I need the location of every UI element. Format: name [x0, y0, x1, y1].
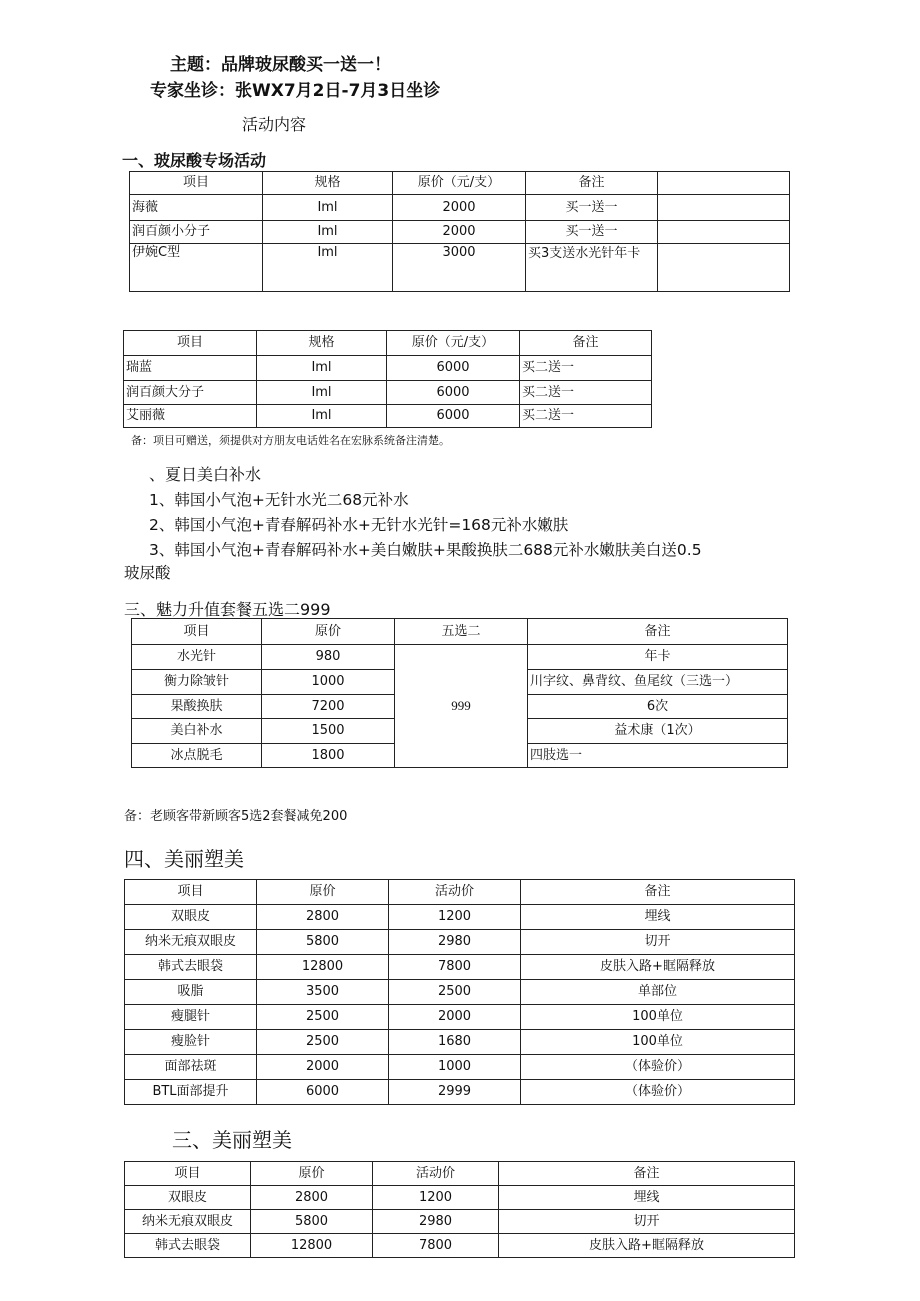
- header-cell: 规格: [257, 331, 387, 356]
- table-cell: 伊婉C型: [130, 244, 263, 292]
- section3-title: 三、魅力升值套餐五选二999: [124, 600, 331, 619]
- table-cell: BTL面部提升: [125, 1080, 257, 1105]
- table-cell: 果酸换肤: [132, 695, 262, 719]
- table-cell: 2500: [389, 980, 521, 1005]
- table-cell: 埋线: [499, 1186, 795, 1210]
- section1-title: 一、玻尿酸专场活动: [122, 151, 267, 170]
- beauty-table: [124, 879, 795, 1105]
- list-item: 2、韩国小气泡+青春解码补水+无针水光针=168元补水嫩肤: [149, 516, 569, 534]
- table-cell: [658, 195, 790, 221]
- beauty-table-2: [124, 1161, 795, 1258]
- list-item: 3、韩国小气泡+青春解码补水+美白嫩肤+果酸换肤二688元补水嫩肤美白送0.5: [149, 541, 702, 559]
- list-item-continuation: 玻尿酸: [124, 564, 171, 582]
- table-cell: 面部祛斑: [125, 1055, 257, 1080]
- header-cell: 原价（元/支）: [393, 172, 526, 195]
- table-cell: 2999: [389, 1080, 521, 1105]
- activity-subtitle: 活动内容: [242, 115, 307, 134]
- table-cell: 1680: [389, 1030, 521, 1055]
- table-cell: 切开: [521, 930, 795, 955]
- table-cell: 100单位: [521, 1030, 795, 1055]
- table-cell: 1800: [262, 744, 395, 768]
- table-cell: 2800: [257, 905, 389, 930]
- table-cell: 2980: [373, 1210, 499, 1234]
- table-cell: 2000: [389, 1005, 521, 1030]
- header-cell: 备注: [526, 172, 658, 195]
- header-cell: 项目: [124, 331, 257, 356]
- table-cell: 5800: [251, 1210, 373, 1234]
- table-cell: （体验价）: [521, 1080, 795, 1105]
- table-cell: 1000: [262, 670, 395, 695]
- table-cell: 衡力除皱针: [132, 670, 262, 695]
- table-cell: 1500: [262, 719, 395, 744]
- table-cell: 1000: [389, 1055, 521, 1080]
- table-cell: 6000: [387, 356, 520, 381]
- table-cell: Iml: [257, 405, 387, 428]
- table-cell: 韩式去眼袋: [125, 955, 257, 980]
- table-cell: 纳米无痕双眼皮: [125, 1210, 251, 1234]
- table-cell: 6000: [387, 381, 520, 405]
- hyaluronic-table-2: [123, 330, 652, 428]
- table-cell: 12800: [257, 955, 389, 980]
- table-cell: 吸脂: [125, 980, 257, 1005]
- table-cell: 川字纹、鼻背纹、鱼尾纹（三选一）: [528, 670, 788, 695]
- table-cell: 双眼皮: [125, 1186, 251, 1210]
- table-cell: 买一送一: [526, 195, 658, 221]
- table-cell: 买二送一: [520, 381, 652, 405]
- table-cell: 年卡: [528, 645, 788, 670]
- package-price: 999: [395, 645, 528, 768]
- table-cell: 2000: [393, 195, 526, 221]
- table-cell: 双眼皮: [125, 905, 257, 930]
- table-cell: Iml: [257, 381, 387, 405]
- package-table: [131, 618, 788, 768]
- header-cell: 备注: [499, 1162, 795, 1186]
- table-cell: 皮肤入路+眶隔释放: [521, 955, 795, 980]
- header-cell: 备注: [520, 331, 652, 356]
- table-cell: 2800: [251, 1186, 373, 1210]
- header-cell: 项目: [130, 172, 263, 195]
- table-cell: 5800: [257, 930, 389, 955]
- table-cell: 单部位: [521, 980, 795, 1005]
- table-cell: 100单位: [521, 1005, 795, 1030]
- table-cell: Iml: [263, 244, 393, 292]
- table-cell: 埋线: [521, 905, 795, 930]
- package-note: 备：老顾客带新顾客5选2套餐减免200: [124, 809, 348, 824]
- header-cell: 原价: [257, 880, 389, 905]
- table-cell: 润百颜小分子: [130, 221, 263, 244]
- table-cell: Iml: [263, 221, 393, 244]
- table-cell: 7200: [262, 695, 395, 719]
- table-cell: 瘦脸针: [125, 1030, 257, 1055]
- table-cell: 海薇: [130, 195, 263, 221]
- header-cell: 活动价: [389, 880, 521, 905]
- table-cell: 皮肤入路+眶隔释放: [499, 1234, 795, 1258]
- table-cell: 7800: [373, 1234, 499, 1258]
- table-cell: 瑞蓝: [124, 356, 257, 381]
- table-cell: 水光针: [132, 645, 262, 670]
- table-cell: 切开: [499, 1210, 795, 1234]
- table-cell: 2000: [257, 1055, 389, 1080]
- table-cell: 买一送一: [526, 221, 658, 244]
- header-cell: [658, 172, 790, 195]
- header-cell: 项目: [125, 880, 257, 905]
- header-cell: 项目: [125, 1162, 251, 1186]
- table-cell: 瘦腿针: [125, 1005, 257, 1030]
- table-cell: 四肢选一: [528, 744, 788, 768]
- table-cell: 2500: [257, 1030, 389, 1055]
- header-cell: 五选二: [395, 619, 528, 645]
- table-cell: 美白补水: [132, 719, 262, 744]
- table-cell: 2500: [257, 1005, 389, 1030]
- section4-title: 四、美丽塑美: [124, 847, 244, 871]
- table-cell: 6次: [528, 695, 788, 719]
- gift-note: 备：项目可赠送，须提供对方朋友电话姓名在宏脉系统备注清楚。: [131, 434, 450, 447]
- section2-title: 、夏日美白补水: [149, 465, 262, 484]
- header-cell: 原价: [262, 619, 395, 645]
- header-cell: 规格: [263, 172, 393, 195]
- table-cell: 买二送一: [520, 405, 652, 428]
- table-cell: Iml: [263, 195, 393, 221]
- table-cell: [658, 244, 790, 292]
- section5-title: 三、美丽塑美: [172, 1128, 292, 1152]
- header-cell: 备注: [528, 619, 788, 645]
- table-cell: 买二送一: [520, 356, 652, 381]
- table-cell: [658, 221, 790, 244]
- table-cell: 1200: [373, 1186, 499, 1210]
- table-cell: 7800: [389, 955, 521, 980]
- table-cell: 韩式去眼袋: [125, 1234, 251, 1258]
- table-cell: 6000: [387, 405, 520, 428]
- table-cell: 润百颜大分子: [124, 381, 257, 405]
- header-cell: 备注: [521, 880, 795, 905]
- table-cell: （体验价）: [521, 1055, 795, 1080]
- header-cell: 活动价: [373, 1162, 499, 1186]
- table-cell: 1200: [389, 905, 521, 930]
- expert-schedule: 专家坐诊：张WX7月2日-7月3日坐诊: [150, 81, 441, 101]
- list-item: 1、韩国小气泡+无针水光二68元补水: [149, 491, 409, 509]
- table-cell: 12800: [251, 1234, 373, 1258]
- table-cell: 3000: [393, 244, 526, 292]
- hyaluronic-table-1: [129, 171, 790, 292]
- table-cell: 3500: [257, 980, 389, 1005]
- theme-title: 主题：品牌玻尿酸买一送一！: [170, 55, 391, 75]
- table-cell: Iml: [257, 356, 387, 381]
- header-cell: 原价: [251, 1162, 373, 1186]
- table-cell: 6000: [257, 1080, 389, 1105]
- table-cell: 2980: [389, 930, 521, 955]
- table-cell: 艾丽薇: [124, 405, 257, 428]
- header-cell: 原价（元/支）: [387, 331, 520, 356]
- table-cell: 980: [262, 645, 395, 670]
- table-cell: 2000: [393, 221, 526, 244]
- table-cell: 益术康（1次）: [528, 719, 788, 744]
- table-cell: 买3支送水光针年卡: [526, 244, 658, 292]
- table-cell: 纳米无痕双眼皮: [125, 930, 257, 955]
- header-cell: 项目: [132, 619, 262, 645]
- table-cell: 冰点脱毛: [132, 744, 262, 768]
